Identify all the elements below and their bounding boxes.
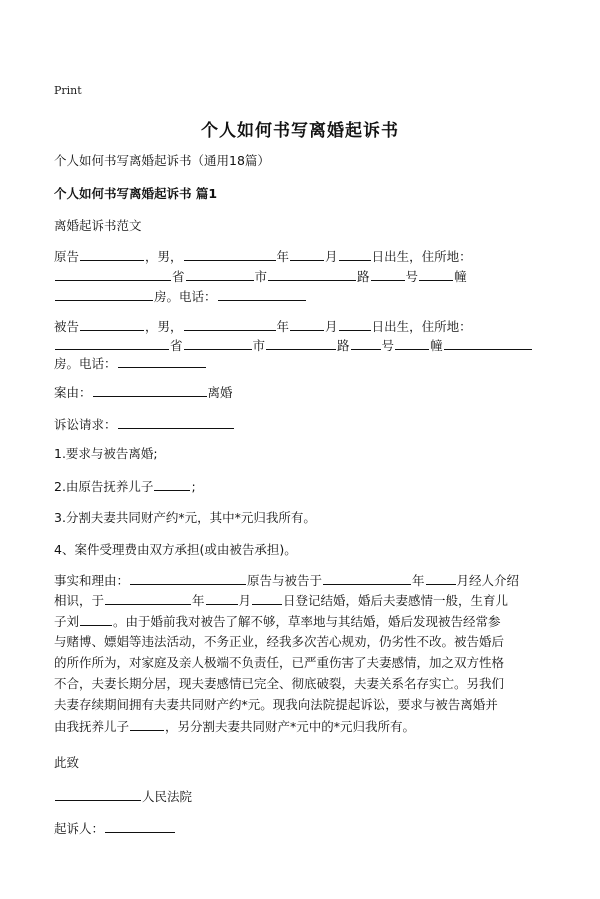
facts-line-5: 的所作所为，对家庭及亲人极端不负责任，已严重伤害了夫妻感情，加之双方性格: [54, 655, 505, 670]
facts-line-6: 不合，夫妻长期分居，现夫妻感情已完全、彻底破裂，夫妻关系名存实亡。另我们: [54, 676, 505, 691]
blank-birth-day: [339, 246, 371, 261]
claim-3: 3.分割夫妻共同财产约*元，其中*元归我所有。: [54, 510, 316, 525]
blank-address: [55, 335, 169, 350]
defendant-line-1: [54, 316, 472, 337]
text-segment: 年: [412, 573, 425, 588]
blank-claims: [118, 414, 234, 429]
facts-line-3: [54, 611, 501, 632]
court-line: [54, 786, 192, 807]
blank-month: [206, 590, 238, 605]
blank-court: [55, 786, 141, 801]
text-segment: 房。电话：: [154, 289, 217, 304]
text-segment: 市: [252, 338, 266, 353]
blank-birth-year: [184, 316, 276, 331]
text-segment: 2.由原告抚养儿子: [54, 479, 154, 494]
facts-line-1: [54, 570, 519, 591]
sample-label: 离婚起诉书范文: [54, 218, 142, 233]
text-segment: ;: [191, 479, 196, 494]
case-line: [54, 382, 233, 403]
blank-case: [93, 382, 207, 397]
text-segment: 日出生，住所地：: [371, 319, 472, 334]
text-segment: 月: [325, 249, 338, 264]
text-segment: 年: [192, 593, 205, 608]
case-label: 案由：: [54, 385, 92, 400]
claims-label: 诉讼请求：: [54, 417, 117, 432]
blank-birth-year: [184, 246, 276, 261]
facts-line-8: [54, 716, 415, 737]
blank-month: [426, 570, 456, 585]
blank-phone: [118, 353, 206, 368]
claims-line: [54, 414, 235, 435]
text-segment: 由我抚养儿子: [54, 719, 130, 734]
text-segment: 原告与被告于: [247, 573, 323, 588]
text-segment: ，另分割夫妻共同财产*元中的*元归我所有。: [165, 719, 416, 734]
blank-building: [55, 286, 153, 301]
blank-day: [252, 590, 282, 605]
document-subtitle: 个人如何书写离婚起诉书（通用18篇）: [54, 153, 270, 168]
blank-son-name: [154, 476, 190, 491]
blank-city: [268, 266, 356, 281]
defendant-line-3: [54, 353, 207, 374]
text-segment: ，男，: [145, 319, 183, 334]
blank-province: [184, 335, 252, 350]
facts-line-4: 与赌博、嫖娼等违法活动，不务正业，经我多次苦心规劝，仍劣性不改。被告婚后: [54, 634, 505, 649]
plaintiff-line-1: [54, 246, 472, 267]
text-segment: 省: [170, 338, 183, 353]
blank-defendant-name: [80, 316, 144, 331]
text-segment: 省: [172, 269, 185, 284]
text-segment: 房。电话：: [54, 356, 117, 371]
text-segment: 日登记结婚，婚后夫妻感情一般，生育儿: [283, 593, 509, 608]
section-heading: 个人如何书写离婚起诉书 篇1: [54, 186, 218, 201]
blank-plaintiff: [130, 570, 246, 585]
blank-plaintiff-name: [80, 246, 144, 261]
text-segment: 年: [276, 319, 290, 334]
facts-line-2: [54, 590, 508, 611]
print-label[interactable]: Print: [54, 84, 82, 97]
text-segment: ，男，: [145, 249, 183, 264]
closing: 此致: [54, 755, 80, 770]
court-suffix: 人民法院: [142, 789, 193, 804]
blank-son-name: [130, 716, 164, 731]
blank-phone: [218, 286, 306, 301]
signer-label: 起诉人：: [54, 821, 105, 836]
blank-year: [105, 590, 191, 605]
blank-address: [55, 266, 171, 281]
text-segment: 月: [238, 593, 252, 608]
claim-2: [54, 476, 196, 497]
text-segment: 年: [276, 249, 290, 264]
text-segment: 月经人介绍: [456, 573, 520, 588]
blank-birth-month: [290, 316, 324, 331]
text-segment: 号: [381, 338, 395, 353]
text-segment: 幢: [430, 338, 443, 353]
text-segment: 月: [325, 319, 338, 334]
text-segment: 号: [405, 269, 419, 284]
plaintiff-line-2: [54, 266, 467, 287]
text-segment: 子刘: [54, 614, 80, 629]
text-segment: 幢: [454, 269, 467, 284]
blank-building: [444, 335, 532, 350]
text-segment: 路: [337, 338, 350, 353]
blank-birth-month: [290, 246, 324, 261]
text-segment: 相识，于: [54, 593, 105, 608]
blank-province: [186, 266, 254, 281]
claim-4: 4、案件受理费由双方承担(或由被告承担)。: [54, 542, 297, 557]
blank-son-name: [80, 611, 112, 626]
plaintiff-line-3: [54, 286, 307, 307]
facts-label: 事实和理由：: [54, 573, 130, 588]
blank-number: [395, 335, 429, 350]
document-title: 个人如何书写离婚起诉书: [201, 121, 399, 141]
blank-year: [323, 570, 411, 585]
text-segment: 路: [357, 269, 370, 284]
facts-line-7: 夫妻存续期间拥有夫妻共同财产约*元。现我向法院提起诉讼，要求与被告离婚并: [54, 697, 498, 712]
defendant-label: 被告: [54, 319, 80, 334]
blank-signer: [105, 818, 175, 833]
blank-road: [351, 335, 381, 350]
signer-line: [54, 818, 176, 839]
text-segment: 。由于婚前我对被告了解不够，草率地与其结婚，婚后发现被告经常参: [113, 614, 501, 629]
claim-1: 1.要求与被告离婚;: [54, 446, 158, 461]
blank-number: [419, 266, 453, 281]
text-segment: 市: [254, 269, 268, 284]
case-value: 离婚: [207, 385, 233, 400]
blank-road: [371, 266, 405, 281]
blank-city: [266, 335, 336, 350]
plaintiff-label: 原告: [54, 249, 80, 264]
blank-birth-day: [339, 316, 371, 331]
text-segment: 日出生，住所地：: [371, 249, 472, 264]
